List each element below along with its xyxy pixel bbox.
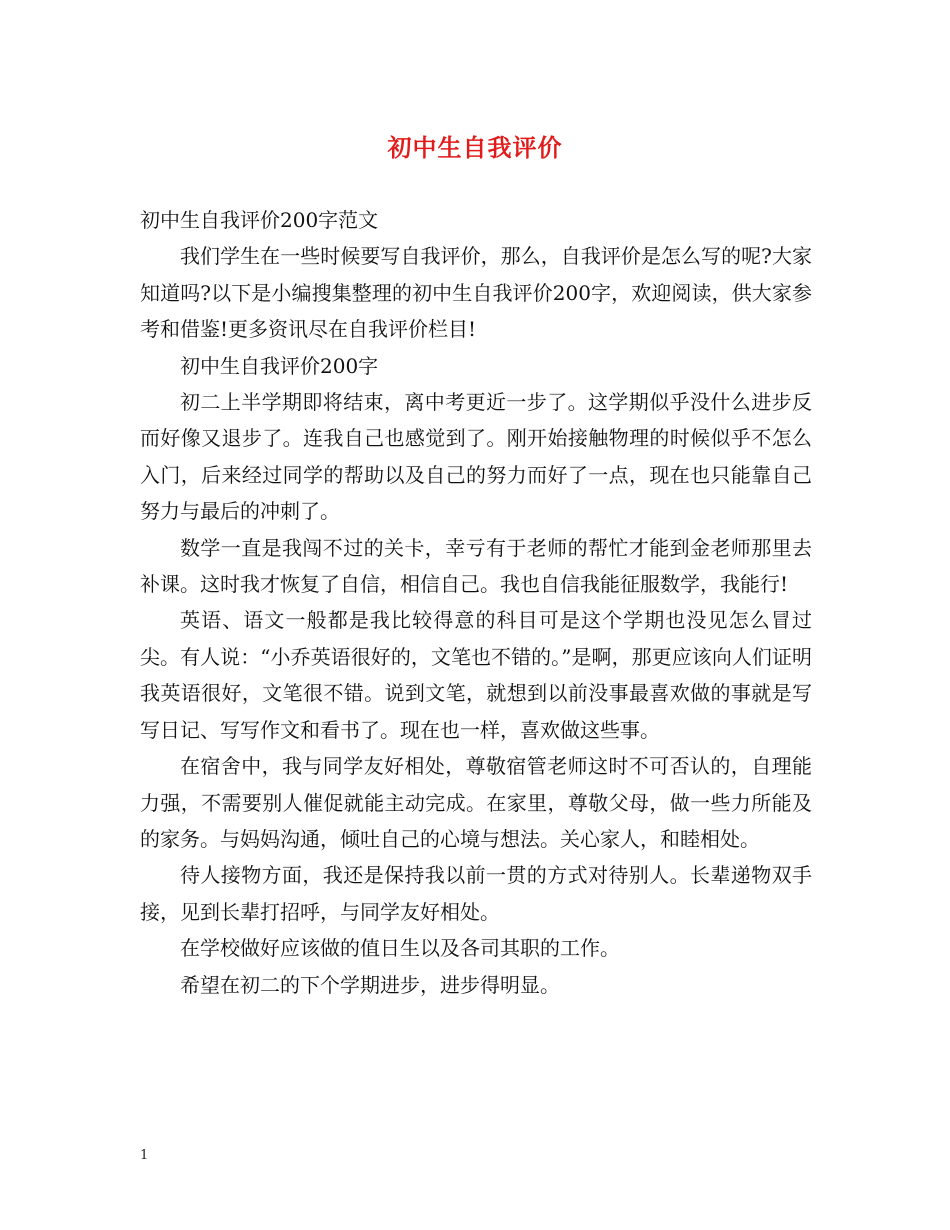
document-title: 初中生自我评价: [387, 133, 563, 162]
document-body: [140, 202, 812, 1003]
document-subtitle: 初中生自我评价200字范文: [140, 208, 379, 232]
paragraph-intro: 我们学生在一些时候要写自我评价，那么，自我评价是怎么写的呢?大家知道吗?以下是小编搜集整理的初中生自我评价200字，欢迎阅读，供大家参考和借鉴!更多资讯尽在自我评价栏目!: [140, 244, 812, 342]
page-number: 1: [140, 1148, 149, 1163]
section-heading: 初中生自我评价200字: [180, 353, 379, 378]
paragraph-school-duty: 在学校做好应该做的值日生以及各司其职的工作。: [180, 936, 620, 961]
paragraph-hope: 希望在初二的下个学期进步，进步得明显。: [180, 972, 560, 997]
paragraph-study: 初二上半学期即将结束，离中考更近一步了。这学期似乎没什么进步反而好像又退步了。连我自己也感觉到了。刚开始接触物理的时候似乎不怎么入门，后来经过同学的帮助以及自己的努力而好了一点，现在也只能靠自己努力与最后的冲刺了。: [140, 390, 812, 524]
paragraph-dorm-home: 在宿舍中，我与同学友好相处，尊敬宿管老师这时不可否认的，自理能力强，不需要别人催促就能主动完成。在家里，尊敬父母，做一些力所能及的家务。与妈妈沟通，倾吐自己的心境与想法。关心家人，和睦相处。: [140, 754, 812, 851]
paragraph-languages: 英语、语文一般都是我比较得意的科目可是这个学期也没见怎么冒过尖。有人说：“小乔英语很好的，文笔也不错的。”是啊，那更应该向人们证明我英语很好，文笔很不错。说到文笔，就想到以前没事最喜欢做的事就是写写日记、写写作文和看书了。现在也一样，喜欢做这些事。: [140, 608, 812, 742]
paragraph-math: 数学一直是我闯不过的关卡，幸亏有于老师的帮忙才能到金老师那里去补课。这时我才恢复了自信，相信自己。我也自信我能征服数学，我能行!: [140, 535, 812, 597]
paragraph-manners: 待人接物方面，我还是保持我以前一贯的方式对待别人。长辈递物双手接，见到长辈打招呼，与同学友好相处。: [140, 863, 812, 924]
